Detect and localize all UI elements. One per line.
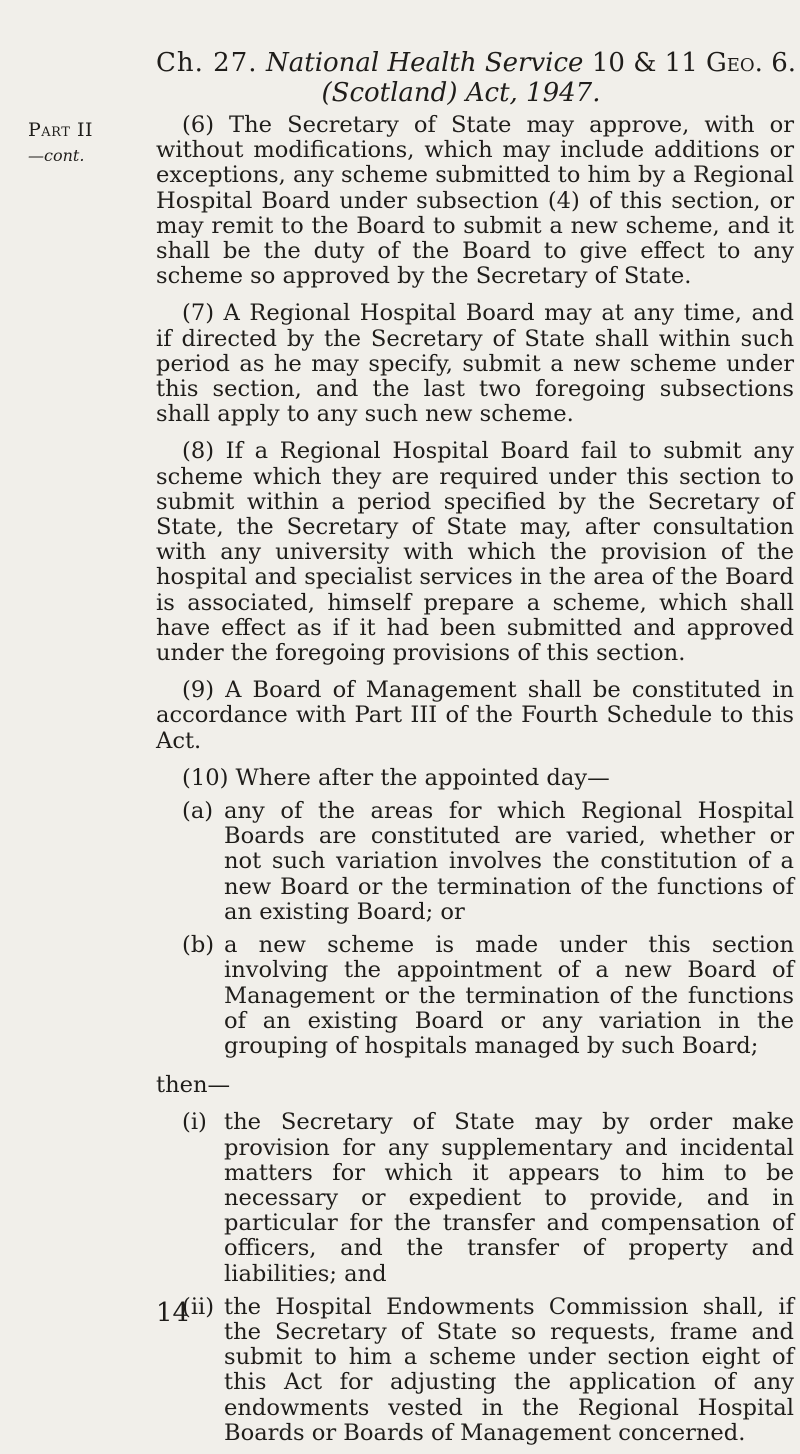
subsection-10-intro: (10) Where after the appointed day—: [182, 764, 610, 791]
statute-text: [156, 113, 794, 1454]
regnal-year: 10 & 11 Geo. 6.: [591, 48, 796, 78]
margin-note-part: Part II: [28, 119, 93, 141]
page-number: 14: [156, 1298, 190, 1328]
subparagraph-i: [156, 1110, 794, 1286]
paragraph-a: [156, 799, 794, 925]
margin-note: [28, 118, 128, 168]
subparagraph-ii-label: (ii): [182, 1293, 215, 1320]
act-title-continued: (Scotland) Act, 1947.: [321, 78, 601, 108]
paragraph-b-text: a new scheme is made under this section involving the appointment of a new Board of Management or the termination of the functions of an existing Board or any variation in the grouping of hospitals managed by such Board;: [224, 932, 794, 1059]
chapter-number: Ch. 27.: [156, 48, 258, 78]
subsection-8: (8) If a Regional Hospital Board fail to submit any scheme which they are required under this section to submit within a period specified by the Secretary of State, the Secretary of State may, after consultation with any university with which the provision of the hospital and specialist services in the area of the Board is associated, himself prepare a scheme, which shall have effect as if it had been submitted and approved under the foregoing provisions of this section.: [156, 438, 794, 667]
subsection-6: (6) The Secretary of State may approve, with or without modifications, which may include additions or exceptions, any scheme submitted to him by a Regional Hospital Board under subsection (4) of this section, or may remit to the Board to submit a new scheme, and it shall be the duty of the Board to give effect to any scheme so approved by the Secretary of State.: [156, 112, 794, 290]
paragraph-b-label: (b): [182, 932, 215, 959]
subparagraph-ii-text: the Hospital Endowments Commission shall, if the Secretary of State so requests, frame and submit to him a scheme under section eight of this Act for adjusting the application of any endowments vested in the Regional Hospital Boards or Boards of Management concerned.: [224, 1293, 794, 1446]
subsection-9: (9) A Board of Management shall be constituted in accordance with Part III of the Fourth Schedule to this Act.: [156, 677, 794, 754]
act-title: National Health Service: [266, 48, 584, 78]
paragraph-a-text: any of the areas for which Regional Hospital Boards are constituted are varied, whether or not such variation involves the constitution of a new Board or the termination of the functions of an existing Board; or: [224, 798, 794, 925]
paragraph-b: [156, 933, 794, 1059]
margin-note-cont: —cont.: [28, 146, 85, 165]
running-header: [156, 48, 796, 108]
subparagraph-i-label: (i): [182, 1109, 207, 1136]
subparagraph-ii: [156, 1295, 794, 1446]
subparagraph-i-text: the Secretary of State may by order make provision for any supplementary and incidental matters for which it appears to him to be necessary or expedient to provide, and in particular for the transfer and compensation of officers, and the transfer of property and liabilities; and: [224, 1109, 794, 1287]
paragraph-a-label: (a): [182, 798, 214, 825]
then-connector: then—: [156, 1072, 231, 1099]
subsection-7: (7) A Regional Hospital Board may at any time, and if directed by the Secretary of State shall within such period as he may specify, submit a new scheme under this section, and the last two foregoing subsections shall apply to any such new scheme.: [156, 300, 794, 428]
